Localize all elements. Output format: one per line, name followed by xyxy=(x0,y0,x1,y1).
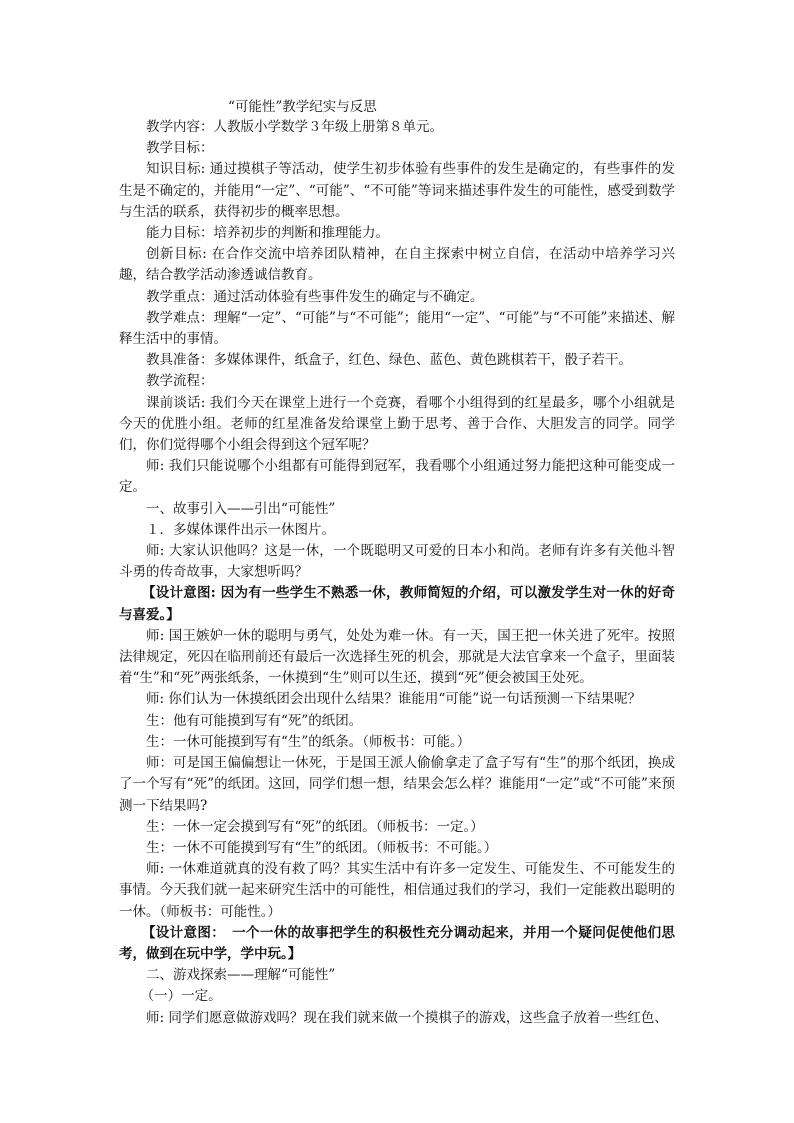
paragraph-teacher-3: 师: 国王嫉妒一休的聪明与勇气，处处为难一休。有一天，国王把一休关进了死牢。按照法律规定，死囚在临刑前还有最后一次选择生死的机会，那就是大法官拿来一个盒子，里面装着“生”和“死”两张纸条，一休摸到“生”则可以生还，摸到“死”便会被国王处死。 xyxy=(119,627,675,687)
paragraph-teacher-5: 师：可是国王偏偏想让一休死，于是国王派人偷偷拿走了盒子写有“生”的那个纸团，换成了一个写有“死”的纸团。这回，同学们想一想，结果会怎么样？谁能用“一定”或“不可能”来预测一下结果吗? xyxy=(119,755,675,814)
paragraph-student-3: 生：一休一定会摸到写有“死”的纸团。（师板书：一定。） xyxy=(146,818,484,835)
paragraph-innovation-goal: 创新目标: 在合作交流中培养团队精神，在自主探索中树立自信，在活动中培养学习兴趣，结合教学活动渗透诚信教育。 xyxy=(119,246,675,284)
paragraph-teaching-goals: 教学目标： xyxy=(146,140,214,157)
paragraph-student-2: 生：一休可能摸到写有“生”的纸条。（师板书：可能。） xyxy=(146,733,471,750)
document-title: “可能性”教学纪实与反思 xyxy=(228,99,377,115)
design-intent-1: 【设计意图: 因为有一些学生不熟悉一休，教师简短的介绍，可以激发学生对一休的好奇与喜爱。】 xyxy=(119,585,675,623)
paragraph-teaching-aids: 教具准备：多媒体课件，纸盒子，红色、绿色、蓝色、黄色跳棋若干，骰子若干。 xyxy=(146,352,632,369)
subsection-heading-1: （一）一定。 xyxy=(140,988,222,1005)
section-heading-1: 一、故事引入——引出“可能性” xyxy=(146,500,336,517)
paragraph-step-1: １．多媒体课件出示一休图片。 xyxy=(146,521,335,538)
document-body xyxy=(119,117,675,1029)
paragraph-teaching-process: 教学流程： xyxy=(146,373,214,390)
section-heading-2: 二、游戏探索——理解“可能性” xyxy=(146,967,336,984)
paragraph-teaching-difficulty: 教学难点：理解“一定”、“可能”与“不可能”；能用“一定”、“可能”与“不可能”来描述、解释生活中的事情。 xyxy=(119,309,675,348)
paragraph-knowledge-goal: 知识目标: 通过摸棋子等活动，使学生初步体验有些事件的发生是确定的，有些事件的发生是不确定的，并能用“一定”、“可能”、“不可能”等词来描述事件发生的可能性，感受到数学与生活的联系，获得初步的概率思想。 xyxy=(119,161,675,220)
design-intent-2: 【设计意图： 一个一休的故事把学生的积极性充分调动起来，并用一个疑问促使他们思考，做到在玩中学，学中玩。】 xyxy=(119,924,675,962)
paragraph-teaching-key-point: 教学重点：通过活动体验有些事件发生的确定与不确定。 xyxy=(146,288,484,305)
paragraph-teaching-content: 教学内容：人教版小学数学３年级上册第８单元。 xyxy=(146,119,443,135)
paragraph-teacher-4: 师: 你们认为一休摸纸团会出现什么结果？谁能用“可能”说一句话预测一下结果呢？ xyxy=(146,691,642,708)
paragraph-ability-goal: 能力目标：培养初步的判断和推理能力。 xyxy=(146,225,389,242)
paragraph-teacher-7: 师: 同学们愿意做游戏吗？现在我们就来做一个摸棋子的游戏，这些盒子放着一些红色、 xyxy=(146,1009,668,1026)
paragraph-student-4: 生：一休不可能摸到写有“生”的纸团。（师板书：不可能。） xyxy=(146,839,498,856)
paragraph-teacher-2: 师: 大家认识他吗？这是一休，一个既聪明又可爱的日本小和尚。老师有许多有关他斗智斗勇的传奇故事，大家想听吗？ xyxy=(119,543,675,581)
paragraph-teacher-6: 师: 一休难道就真的没有救了吗？其实生活中有许多一定发生、可能发生、不可能发生的事情。今天我们就一起来研究生活中的可能性，相信通过我们的学习，我们一定能救出聪明的一休。（师板书：可能性。） xyxy=(119,861,675,920)
paragraph-teacher-1: 师: 我们只能说哪个小组都有可能得到冠军，我看哪个小组通过努力能把这种可能变成一定。 xyxy=(119,458,675,496)
paragraph-pre-class-talk: 课前谈话: 我们今天在课堂上进行一个竞赛，看哪个小组得到的红星最多，哪个小组就是今天的优胜小组。老师的红星准备发给课堂上勤于思考、善于合作、大胆发言的同学。同学们，你们觉得哪个小组会得到这个冠军呢？ xyxy=(119,394,675,454)
paragraph-student-1: 生：他有可能摸到写有“死”的纸团。 xyxy=(146,712,363,729)
